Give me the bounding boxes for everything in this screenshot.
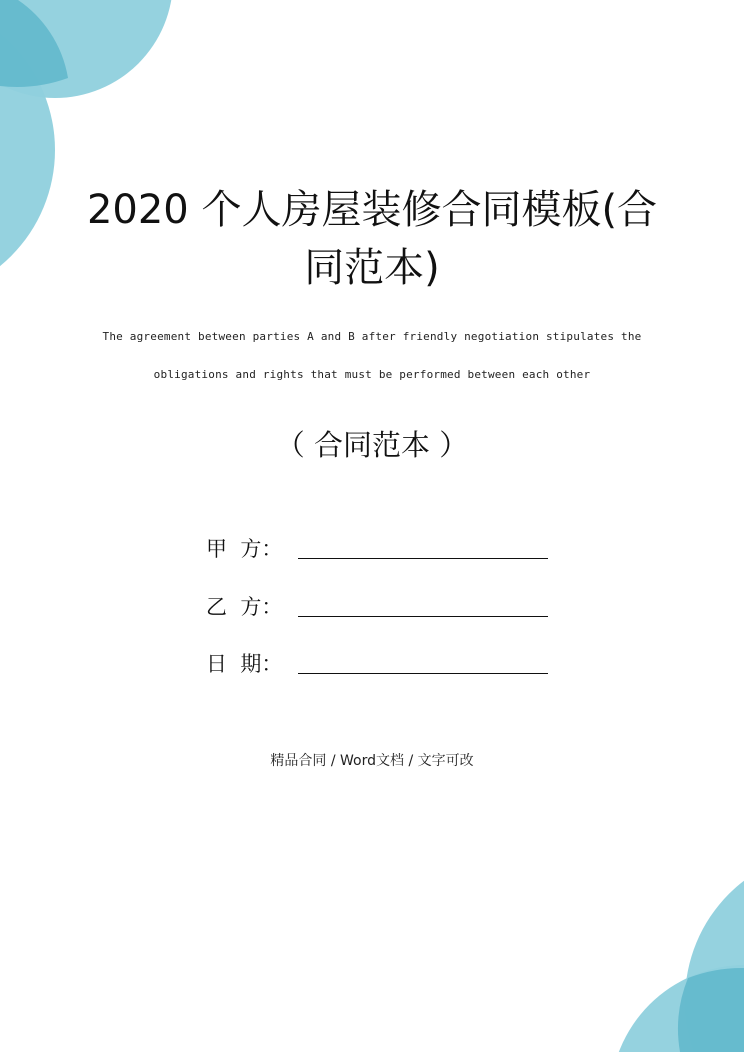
party-a-label: 甲 方：	[206, 537, 283, 561]
date-label: 日 期：	[206, 652, 283, 676]
date-field	[206, 648, 548, 678]
party-a-field	[206, 533, 548, 563]
party-a-blank-line[interactable]	[298, 536, 548, 559]
party-b-field	[206, 591, 548, 621]
party-b-blank-line[interactable]	[298, 594, 548, 617]
document-title-line-2: 同范本)	[304, 245, 440, 291]
document-title-line-1: 2020 个人房屋装修合同模板(合	[86, 187, 658, 233]
document-footer: 精品合同 / Word文档 / 文字可改	[270, 753, 474, 769]
english-subtitle-line-1: The agreement between parties A and B after friendly negotiation stipulates the	[102, 330, 642, 343]
party-b-label: 乙 方：	[206, 595, 283, 619]
english-subtitle-line-2: obligations and rights that must be performed between each other	[153, 368, 591, 381]
date-blank-line[interactable]	[298, 651, 548, 674]
contract-template-heading: （ 合同范本 ）	[275, 428, 469, 462]
